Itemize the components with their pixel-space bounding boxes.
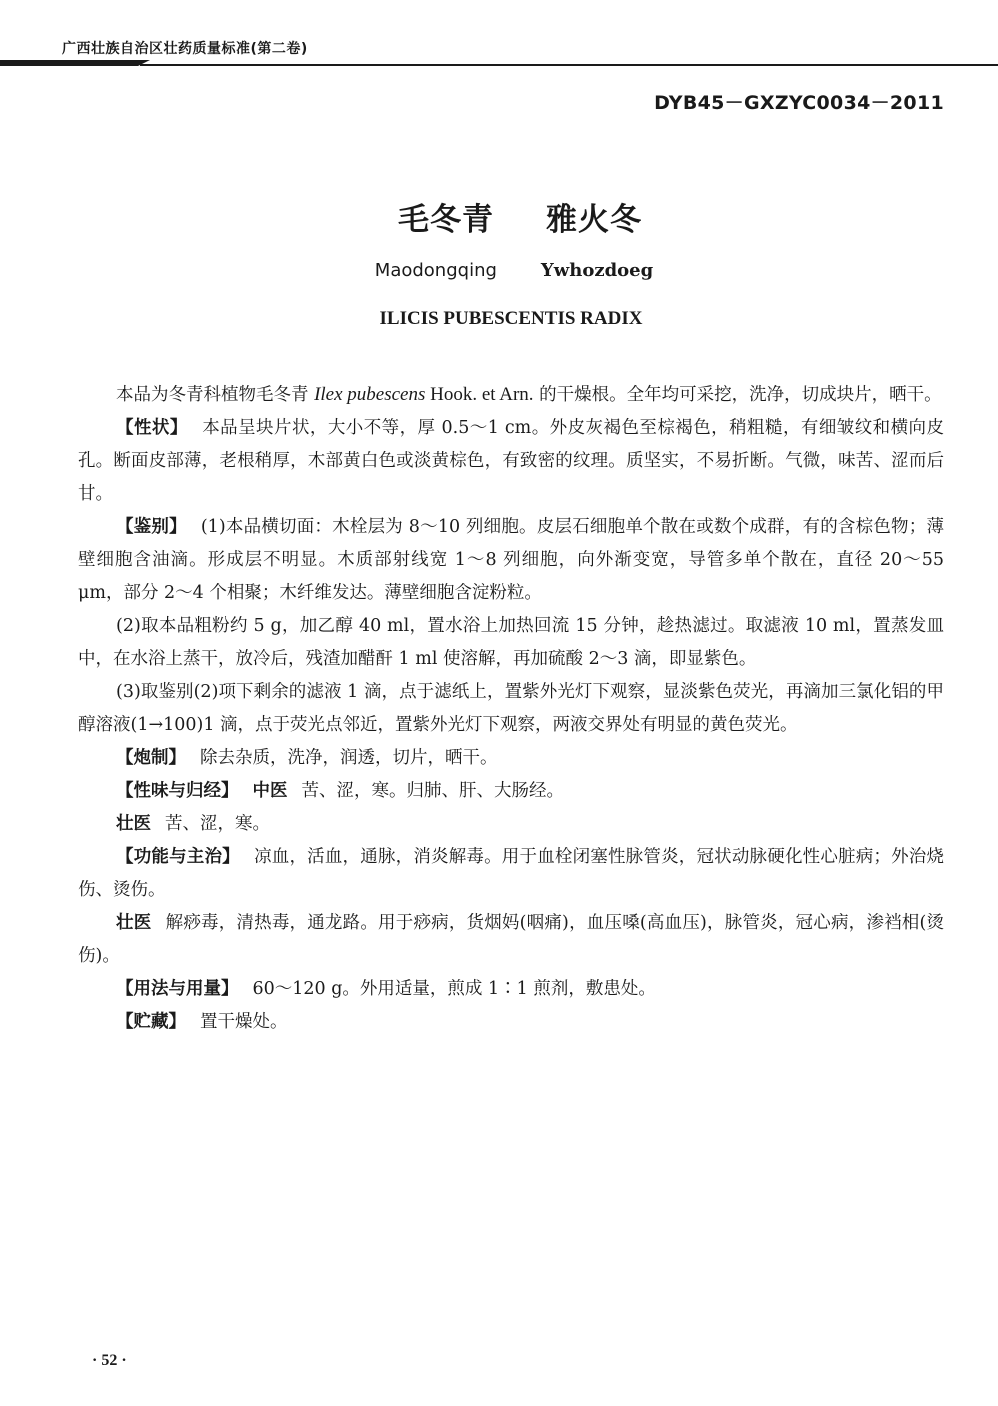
zhuang-text: 解痧毒，清热毒，通龙路。用于痧病，货烟妈(咽痛)，血压嗓(高血压)，脉管炎，冠心病，渗裆相(烫伤)。 <box>78 913 944 966</box>
zhuang-function-paragraph <box>78 907 944 973</box>
header-rule-thick <box>0 60 150 66</box>
identification-item-3: (3)取鉴别(2)项下剩余的滤液 1 滴，点于滤纸上，置紫外光灯下观察，显淡紫色荧光，再滴加三氯化铝的甲醇溶液(1→100)1 滴，点于荧光点邻近，置紫外光灯下观察，两液交界处有明显的黄色荧光。 <box>78 682 944 735</box>
zhuang-label: 壮医 <box>116 913 152 933</box>
section-label: 【功能与主治】 <box>116 847 240 867</box>
section-label: 【性状】 <box>116 418 188 438</box>
section-property-meridian <box>78 775 944 808</box>
title-zhuang-name: 雅火冬 <box>546 202 642 238</box>
section-label: 【贮藏】 <box>116 1012 186 1032</box>
title-pinyin: Maodongqing <box>374 260 497 281</box>
page-number: · 52 · <box>92 1352 127 1369</box>
identification-item-2: (2)取本品粗粉约 5 g，加乙醇 40 ml，置水浴上加热回流 15 分钟，趁热滤过。取滤液 10 ml，置蒸发皿中，在水浴上蒸干，放冷后，残渣加醋酐 1 ml 使溶解，再加硫酸 2～3 滴，即显紫色。 <box>78 616 944 669</box>
section-storage <box>78 1006 944 1039</box>
title-chinese <box>0 194 998 239</box>
running-head: 广西壮族自治区壮药质量标准(第二卷) <box>62 41 308 57</box>
zhuang-text: 苦、涩，寒。 <box>165 814 270 834</box>
zhuang-property-paragraph <box>78 808 944 841</box>
header-rule-thin <box>140 64 998 66</box>
tcm-label: 中医 <box>252 781 288 801</box>
section-text: 置干燥处。 <box>200 1012 288 1032</box>
section-characters <box>78 412 944 511</box>
section-label: 【用法与用量】 <box>116 979 239 999</box>
section-text: 60～120 g。外用适量，煎成 1∶1 煎剂，敷患处。 <box>252 979 656 999</box>
section-label: 【性味与归经】 <box>116 781 239 801</box>
tcm-text: 凉血，活血，通脉，消炎解毒。用于血栓闭塞性脉管炎，冠状动脉硬化性心脏病；外治烧伤、烫伤。 <box>78 847 945 900</box>
section-processing <box>78 742 944 775</box>
section-label: 【鉴别】 <box>116 517 187 537</box>
title-zhuang-romanized: Ywhozdoeg <box>540 260 654 281</box>
title-chinese-name: 毛冬青 <box>398 202 494 238</box>
title-latin: ILICIS PUBESCENTIS RADIX <box>379 308 643 329</box>
monograph-body <box>78 378 944 1039</box>
section-usage-dosage <box>78 973 944 1006</box>
intro-text-after: 的干燥根。全年均可采挖，洗净，切成块片，晒干。 <box>533 385 942 405</box>
title-romanized <box>0 260 998 281</box>
section-text: 本品呈块片状，大小不等，厚 0.5～1 cm。外皮灰褐色至棕褐色，稍粗糙，有细皱纹和横向皮孔。断面皮部薄，老根稍厚，木部黄白色或淡黄棕色，有致密的纹理。质坚实，不易折断。气微，味苦、涩而后甘。 <box>78 418 945 504</box>
species-authority: Hook. et Arn. <box>425 384 534 405</box>
header-rule <box>0 60 998 69</box>
section-label: 【炮制】 <box>116 748 186 768</box>
section-function-indication <box>78 841 944 907</box>
zhuang-label: 壮医 <box>116 814 151 834</box>
identification-item-1: (1)本品横切面：木栓层为 8～10 列细胞。皮层石细胞单个散在或数个成群，有的含棕色物；薄壁细胞含油滴。形成层不明显。木质部射线宽 1～8 列细胞，向外渐变宽，导管多单个散在，直径 20～55 μm，部分 2～4 个相聚；木纤维发达。薄壁细胞含淀粉粒。 <box>78 517 944 603</box>
section-text: 除去杂质，洗净，润透，切片，晒干。 <box>200 748 498 768</box>
species-name: Ilex pubescens <box>314 384 426 405</box>
tcm-text: 苦、涩，寒。归肺、肝、大肠经。 <box>301 781 564 801</box>
standard-code: DYB45－GXZYC0034－2011 <box>654 92 944 114</box>
section-identification <box>78 511 944 610</box>
intro-paragraph <box>78 378 944 412</box>
intro-text-before: 本品为冬青科植物毛冬青 <box>116 385 315 405</box>
